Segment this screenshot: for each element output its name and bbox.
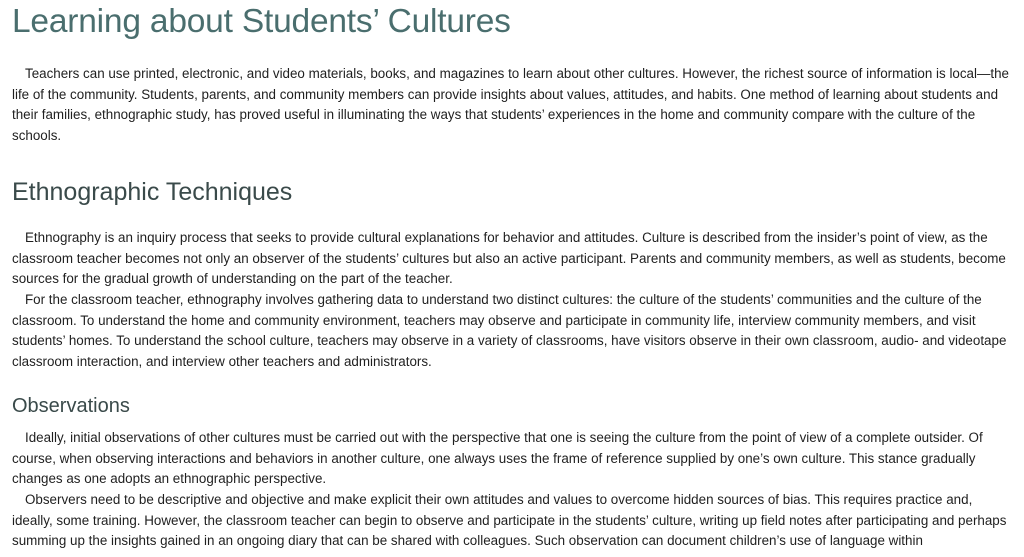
section-heading-observations: Observations xyxy=(12,395,130,417)
intro-paragraph: Teachers can use printed, electronic, and video materials, books, and magazines to learn about other cultures. However, the richest source of information is local—the life of the community. Students, parents, and community members can provide insights about values, attitudes, and habits. One method of learning about students and their families, ethnographic study, has proved useful in illuminating the ways that students’ experiences in the home and community compare with the culture of the schools. xyxy=(12,66,1009,143)
observations-paragraph-2: Observers need to be descriptive and objective and make explicit their own attitudes and values to overcome hidden sources of bias. This requires practice and, ideally, some training. However, the classroom teacher can begin to observe and participate in the students’ culture, writing up field notes after participating and perhaps summing up the insights gained in an ongoing diary that can be shared with colleagues. Such observation can document children’s use of language within xyxy=(12,492,1007,549)
ethnographic-paragraph-2: For the classroom teacher, ethnography involves gathering data to understand two distinct cultures: the culture of the students’ communities and the culture of the classroom. To understand the home and community environment, teachers may observe and participate in community life, interview community members, and visit students’ homes. To understand the school culture, teachers may observe in a variety of classrooms, have visitors observe in their own classroom, audio- and videotape classroom interaction, and interview other teachers and administrators. xyxy=(12,292,1007,369)
section-heading-ethnographic-techniques: Ethnographic Techniques xyxy=(12,178,293,206)
page-title: Learning about Students’ Cultures xyxy=(12,3,511,40)
observations-paragraph-1: Ideally, initial observations of other cultures must be carried out with the perspective that one is seeing the culture from the point of view of a complete outsider. Of course, when observing interactions and behaviors in another culture, one always uses the frame of reference supplied by one’s own culture. This stance gradually changes as one adopts an ethnographic perspective. xyxy=(12,430,983,487)
ethnographic-paragraph-1: Ethnography is an inquiry process that seeks to provide cultural explanations for behavior and attitudes. Culture is described from the insider’s point of view, as the classroom teacher becomes not only an observer of the students’ cultures but also an active participant. Parents and community members, as well as students, become sources for the gradual growth of understanding on the part of the teacher. xyxy=(12,230,1006,287)
